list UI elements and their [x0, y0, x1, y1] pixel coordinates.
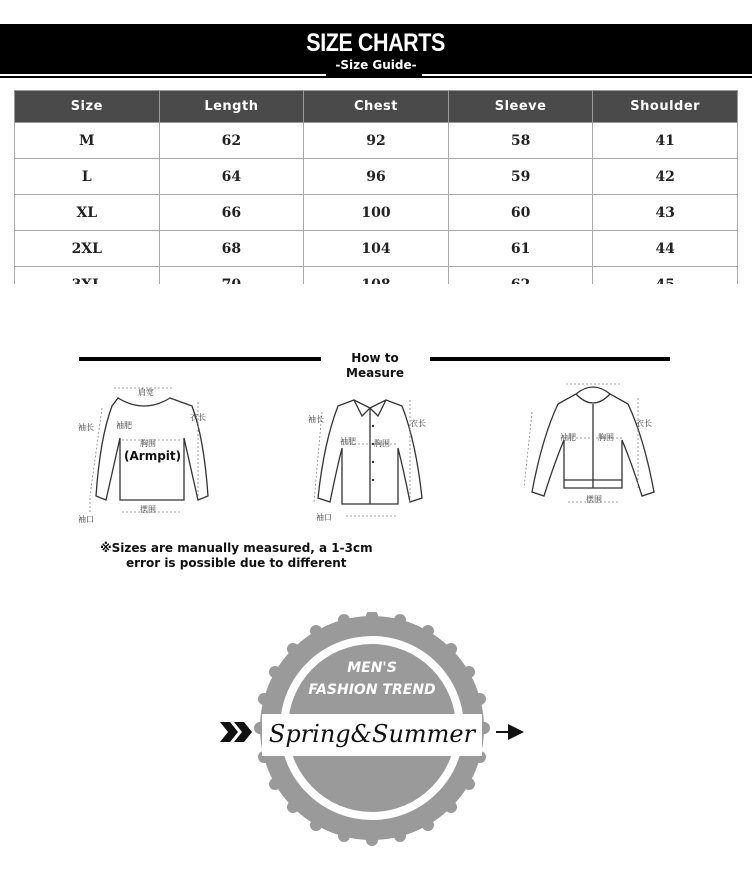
- table-row: [15, 231, 738, 267]
- note-line-1: ※Sizes are manually measured, a 1-3cm: [100, 541, 373, 555]
- label-sleeve-width: 袖肥: [560, 433, 576, 442]
- divider-left: [79, 357, 321, 361]
- label-length: 衣长: [190, 413, 206, 422]
- label-armpit: (Armpit): [124, 449, 182, 463]
- badge-line-1: MEN'S: [347, 660, 397, 676]
- table-row: [15, 159, 738, 195]
- column-header-chest: Chest: [304, 91, 449, 123]
- label-length: 衣长: [410, 419, 426, 428]
- note-line-2: error is possible due to different: [126, 556, 347, 570]
- arrow-right-icon: [496, 724, 524, 740]
- divider-right: [430, 357, 670, 361]
- label-cuff: 袖口: [316, 513, 332, 522]
- label-cuff: 袖口: [78, 515, 94, 524]
- label-chest: 胸围: [140, 439, 156, 448]
- cell-shoulder: 42: [593, 159, 738, 195]
- table-header-row: [15, 91, 738, 123]
- size-table: [14, 90, 738, 303]
- cell-shoulder: 43: [593, 195, 738, 231]
- cell-size: 2XL: [15, 231, 160, 267]
- jacket-diagram: [518, 378, 668, 518]
- cell-size: M: [15, 123, 160, 159]
- label-hem: 摆围: [586, 495, 602, 504]
- label-sleeve: 袖长: [78, 423, 94, 432]
- cell-chest: 100: [304, 195, 449, 231]
- column-header-shoulder: Shoulder: [593, 91, 738, 123]
- column-header-sleeve: Sleeve: [448, 91, 593, 123]
- cell-chest: 92: [304, 123, 449, 159]
- cell-chest: 104: [304, 231, 449, 267]
- table-row: [15, 195, 738, 231]
- label-chest: 胸围: [598, 433, 614, 442]
- label-sleeve-width: 袖肥: [340, 437, 356, 446]
- cell-size: XL: [15, 195, 160, 231]
- cell-length: 68: [159, 231, 304, 267]
- how-to-measure-title: How to Measure: [346, 351, 404, 380]
- label-hem: 摆围: [140, 505, 156, 514]
- cell-length: 62: [159, 123, 304, 159]
- cell-sleeve: 61: [448, 231, 593, 267]
- label-shoulder: 肩宽: [138, 388, 154, 397]
- badge-line-2: FASHION TREND: [308, 682, 436, 698]
- shirt-diagram: [306, 382, 436, 532]
- cell-shoulder: 44: [593, 231, 738, 267]
- cell-sleeve: 58: [448, 123, 593, 159]
- label-sleeve-width: 袖肥: [116, 421, 132, 430]
- cell-sleeve: 59: [448, 159, 593, 195]
- sweater-diagram: [74, 378, 224, 528]
- cell-sleeve: 60: [448, 195, 593, 231]
- cell-chest: 96: [304, 159, 449, 195]
- measurement-note: [100, 541, 373, 571]
- header-subtitle: -Size Guide-: [335, 58, 417, 72]
- column-header-size: Size: [15, 91, 160, 123]
- table-row: [15, 123, 738, 159]
- label-chest: 胸围: [374, 439, 390, 448]
- cell-length: 66: [159, 195, 304, 231]
- mens-fashion-trend-badge: [212, 612, 532, 852]
- size-charts-header: [0, 24, 752, 78]
- chevrons-left-icon: [220, 722, 252, 742]
- cell-size: L: [15, 159, 160, 195]
- column-header-length: Length: [159, 91, 304, 123]
- cell-length: 64: [159, 159, 304, 195]
- label-sleeve: 袖长: [308, 415, 324, 424]
- badge-banner: Spring&Summer: [268, 720, 476, 748]
- label-length: 衣长: [636, 419, 652, 428]
- header-title: SIZE CHARTS: [306, 29, 446, 57]
- cell-shoulder: 41: [593, 123, 738, 159]
